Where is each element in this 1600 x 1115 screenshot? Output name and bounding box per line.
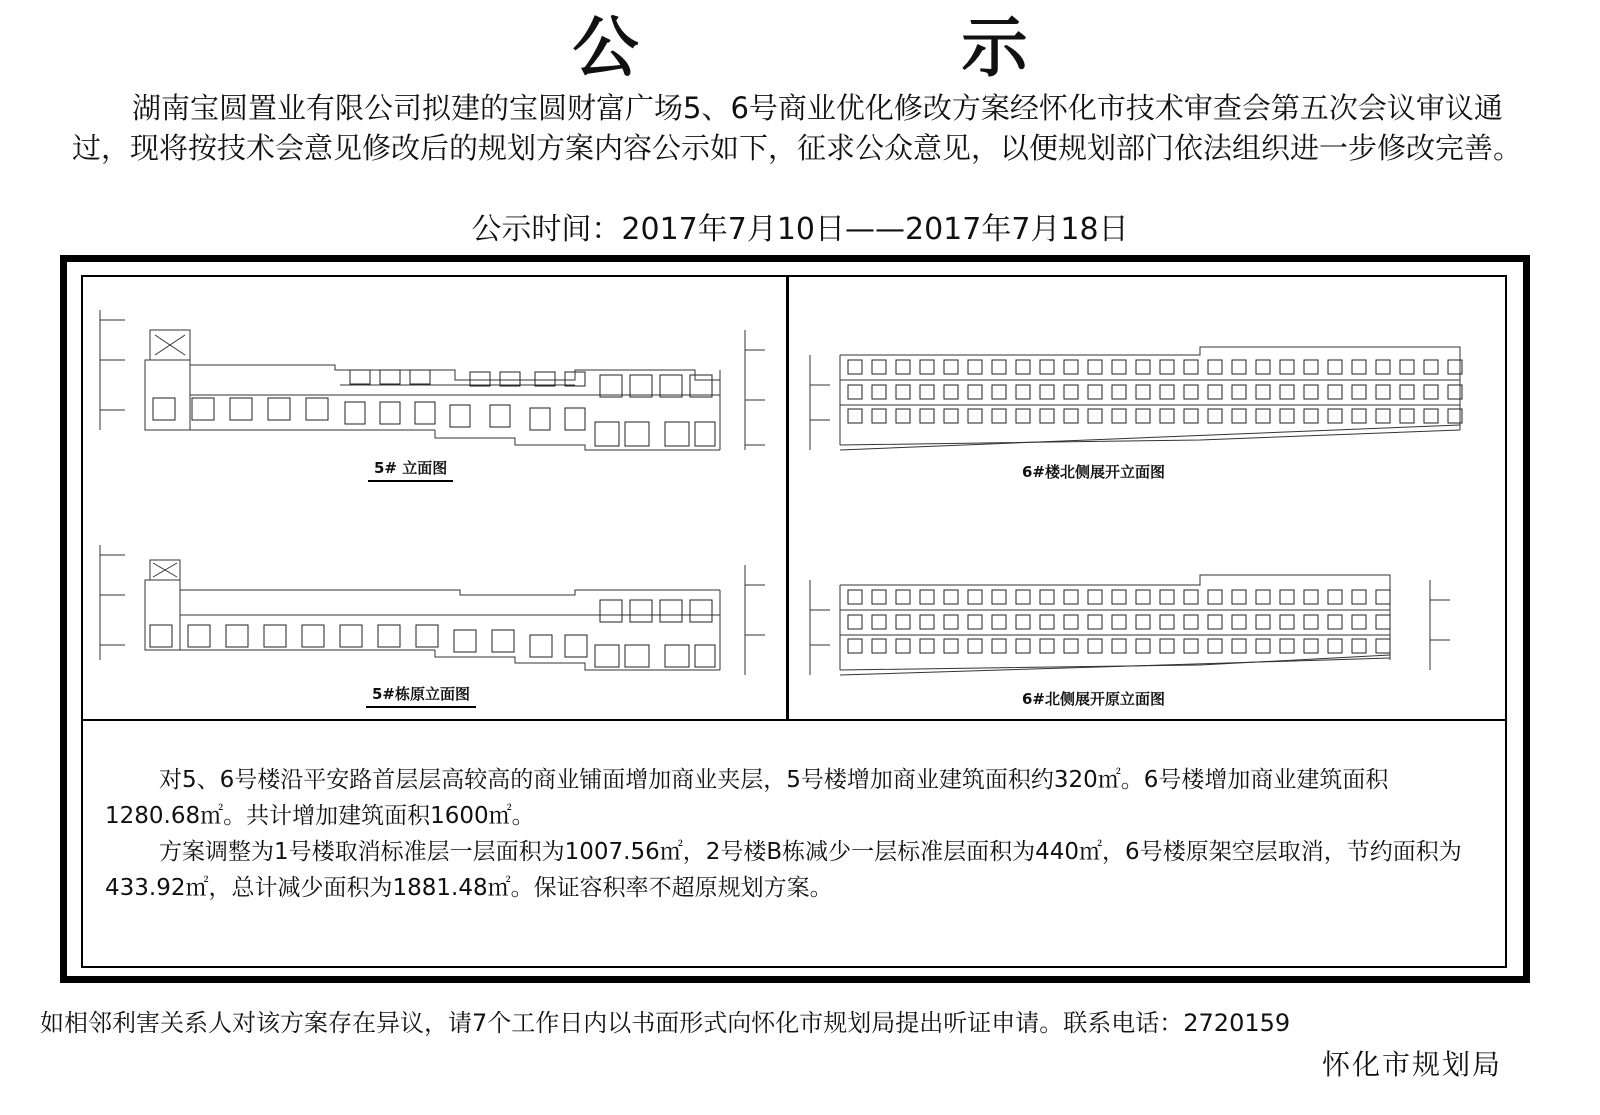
drawing-caption-6-original: 6#北侧展开原立面图 xyxy=(1022,690,1166,708)
drawing-caption-5-new: 5# 立面图 xyxy=(368,457,453,482)
elevation-drawing-6-original xyxy=(800,560,1480,685)
description-paragraph-1: 对5、6号楼沿平安路首层层高较高的商业铺面增加商业夹层，5号楼增加商业建筑面积约320㎡。6号楼增加商业建筑面积1280.68㎡。共计增加建筑面积1600㎡。 xyxy=(105,767,1389,829)
elevation-drawing-5-new xyxy=(95,310,775,460)
notice-period: 公示时间：2017年7月10日——2017年7月18日 xyxy=(471,212,1129,247)
elevation-drawing-6-new xyxy=(800,325,1480,460)
panel-divider-horizontal xyxy=(81,719,1507,721)
description-paragraph-2: 方案调整为1号楼取消标准层一层面积为1007.56㎡，2号楼B栋减少一层标准层面积为440㎡，6号楼原架空层取消，节约面积为433.92㎡，总计减少面积为1881.48㎡。保证容积率不超原规划方案。 xyxy=(105,839,1462,901)
authority-signature: 怀化市规划局 xyxy=(1321,1048,1502,1081)
drawing-caption-5-original: 5#栋原立面图 xyxy=(366,683,476,708)
description-block xyxy=(105,762,1465,906)
panel-divider-vertical xyxy=(786,275,789,721)
elevation-drawing-5-original xyxy=(95,545,775,680)
drawing-caption-6-new: 6#楼北侧展开立面图 xyxy=(1022,463,1166,481)
notice-title: 公 示 xyxy=(572,9,1178,86)
hearing-notice: 如相邻利害关系人对该方案存在异议，请7个工作日内以书面形式向怀化市规划局提出听证申请。联系电话：2720159 xyxy=(40,1009,1291,1037)
intro-paragraph: 湖南宝圆置业有限公司拟建的宝圆财富广场5、6号商业优化修改方案经怀化市技术审查会第五次会议审议通过，现将按技术会意见修改后的规划方案内容公示如下，征求公众意见，以便规划部门依法组织进一步修改完善。 xyxy=(72,91,1523,165)
